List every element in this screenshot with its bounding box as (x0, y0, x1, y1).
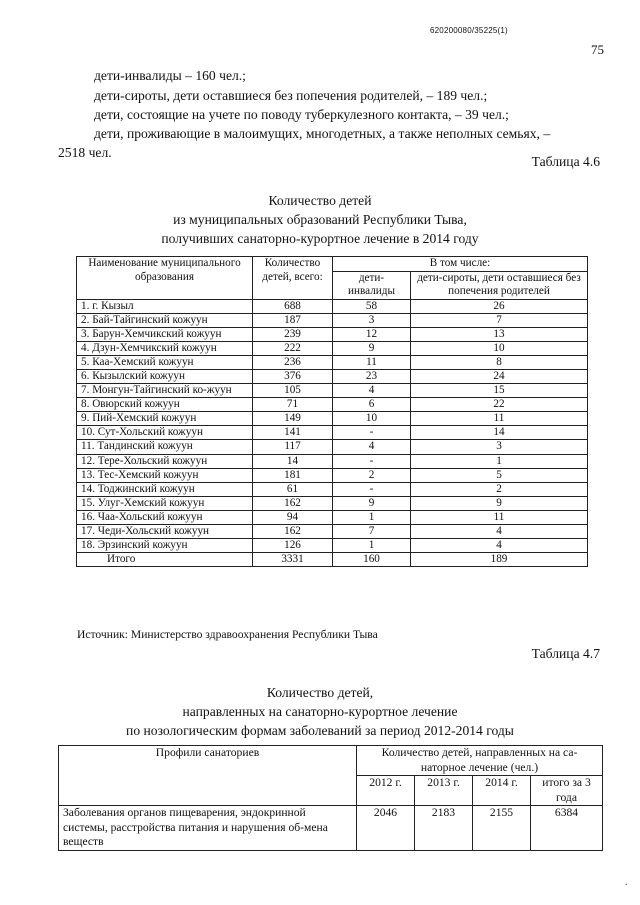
table-4-7 (58, 745, 603, 851)
cell-value: 1 (333, 510, 411, 524)
row-label: 5. Каа-Хемский кожуун (77, 355, 253, 369)
cell-value: - (333, 482, 411, 496)
title-line: Количество детей (268, 193, 372, 208)
header-including: В том числе: (333, 257, 588, 272)
intro-line-1: дети-инвалиды – 160 чел.; (94, 68, 246, 83)
row-label: 18. Эрзинский кожуун (77, 539, 253, 553)
cell-value: 117 (253, 440, 333, 454)
row-label: 10. Сут-Хольский кожуун (77, 426, 253, 440)
table-4-6-label: Таблица 4.6 (531, 154, 600, 169)
header-count: Количество детей, направленных на са-наторное лечение (чел.) (357, 746, 603, 776)
title-line: направленных на санаторно-курортное лечение (182, 704, 458, 719)
row-label: 15. Улуг-Хемский кожуун (77, 496, 253, 510)
cell-value: 181 (253, 468, 333, 482)
header-name: Наименование муниципального образования (77, 257, 253, 300)
table-row (77, 398, 588, 412)
header-2014: 2014 г. (473, 776, 531, 806)
row-label: 6. Кызылский кожуун (77, 369, 253, 383)
cell-value: 22 (411, 398, 588, 412)
document-id: 620200080/35225(1) (430, 26, 508, 35)
table-row (77, 496, 588, 510)
cell-value: 1 (333, 539, 411, 553)
table-row (77, 313, 588, 327)
cell-value: 4 (411, 539, 588, 553)
total-label: Итого (77, 553, 253, 567)
intro-line-3: дети, состоящие на учете по поводу туберкулезного контакта, – 39 чел.; (94, 107, 509, 122)
table-4-7-label: Таблица 4.7 (531, 646, 600, 661)
intro-line-4: дети, проживающие в малоимущих, многодетных, а также неполных семьях, – (94, 126, 551, 141)
table-row (77, 426, 588, 440)
table-4-7-title (0, 683, 640, 740)
cell-value: 149 (253, 412, 333, 426)
header-disabled: дети-инвалиды (333, 271, 411, 299)
row-label: 13. Тес-Хемский кожуун (77, 468, 253, 482)
cell-value: 105 (253, 384, 333, 398)
table-row (59, 806, 603, 851)
cell-value: 11 (411, 510, 588, 524)
intro-line-2: дети-сироты, дети оставшиеся без попечения родителей, – 189 чел.; (94, 88, 488, 103)
table-row (77, 299, 588, 313)
cell-value: 14 (411, 426, 588, 440)
cell-value: 6 (333, 398, 411, 412)
table-row (77, 482, 588, 496)
header-profile: Профили санаториев (59, 746, 357, 806)
total-value: 189 (411, 553, 588, 567)
cell-value: 4 (333, 440, 411, 454)
table-row (77, 510, 588, 524)
page-corner-mark: · (624, 880, 628, 891)
cell-value: 11 (333, 355, 411, 369)
table-row (77, 412, 588, 426)
cell-value: 2183 (415, 806, 473, 851)
cell-value: 2 (333, 468, 411, 482)
row-label: 17. Чеди-Хольский кожуун (77, 525, 253, 539)
cell-value: 58 (333, 299, 411, 313)
table-row (77, 384, 588, 398)
cell-value: 3 (411, 440, 588, 454)
total-row (77, 553, 588, 567)
cell-value: 13 (411, 327, 588, 341)
cell-value: 1 (411, 454, 588, 468)
header-2013: 2013 г. (415, 776, 473, 806)
cell-value: 23 (333, 369, 411, 383)
cell-value: 2046 (357, 806, 415, 851)
cell-value: 12 (333, 327, 411, 341)
page-number: 75 (591, 42, 604, 57)
header-2012: 2012 г. (357, 776, 415, 806)
title-line: из муниципальных образований Республики Тыва, (173, 212, 467, 227)
row-label: 4. Дзун-Хемчикский кожуун (77, 341, 253, 355)
cell-value: 9 (333, 496, 411, 510)
cell-value: 11 (411, 412, 588, 426)
cell-value: 2155 (473, 806, 531, 851)
table-row (77, 369, 588, 383)
table-row (77, 355, 588, 369)
cell-value: 141 (253, 426, 333, 440)
cell-value: 71 (253, 398, 333, 412)
cell-value: 126 (253, 539, 333, 553)
cell-value: 9 (333, 341, 411, 355)
row-label: 9. Пий-Хемский кожуун (77, 412, 253, 426)
cell-value: 222 (253, 341, 333, 355)
cell-value: 4 (333, 384, 411, 398)
cell-value: 5 (411, 468, 588, 482)
cell-value: 187 (253, 313, 333, 327)
row-label: 1. г. Кызыл (77, 299, 253, 313)
source-note: Источник: Министерство здравоохранения Республики Тыва (77, 628, 378, 641)
row-label: 16. Чаа-Хольский кожуун (77, 510, 253, 524)
cell-value: 14 (253, 454, 333, 468)
table-row (77, 468, 588, 482)
cell-value: 8 (411, 355, 588, 369)
cell-value: 688 (253, 299, 333, 313)
header-3yr-total: итого за 3 года (531, 776, 603, 806)
row-label: Заболевания органов пищеварения, эндокринной системы, расстройства питания и нарушения об-мена веществ (59, 806, 357, 851)
cell-value: 7 (411, 313, 588, 327)
row-label: 8. Овюрский кожуун (77, 398, 253, 412)
cell-value: 236 (253, 355, 333, 369)
row-label: 2. Бай-Тайгинский кожуун (77, 313, 253, 327)
cell-value: 4 (411, 525, 588, 539)
title-line: Количество детей, (266, 685, 374, 700)
table-row (77, 525, 588, 539)
row-label: 7. Монгун-Тайгинский ко-жуун (77, 384, 253, 398)
cell-value: 10 (411, 341, 588, 355)
cell-value: 61 (253, 482, 333, 496)
row-label: 14. Тоджинский кожуун (77, 482, 253, 496)
cell-value: 24 (411, 369, 588, 383)
cell-value: 26 (411, 299, 588, 313)
cell-value: 94 (253, 510, 333, 524)
cell-value: 239 (253, 327, 333, 341)
cell-value: 15 (411, 384, 588, 398)
table-row (77, 539, 588, 553)
table-row (77, 327, 588, 341)
table-row (77, 440, 588, 454)
cell-value: 3 (333, 313, 411, 327)
cell-value: 6384 (531, 806, 603, 851)
total-value: 3331 (253, 553, 333, 567)
cell-value: - (333, 454, 411, 468)
row-label: 3. Барун-Хемчикский кожуун (77, 327, 253, 341)
table-row (77, 454, 588, 468)
table-4-6-title (0, 191, 640, 248)
row-label: 12. Тере-Хольский кожуун (77, 454, 253, 468)
row-label: 11. Тандинский кожуун (77, 440, 253, 454)
cell-value: 162 (253, 496, 333, 510)
cell-value: 2 (411, 482, 588, 496)
table-4-6 (76, 256, 588, 567)
cell-value: 162 (253, 525, 333, 539)
cell-value: 7 (333, 525, 411, 539)
table-row (77, 341, 588, 355)
title-line: по нозологическим формам заболеваний за период 2012-2014 годы (126, 723, 514, 738)
total-value: 160 (333, 553, 411, 567)
cell-value: 10 (333, 412, 411, 426)
cell-value: 9 (411, 496, 588, 510)
intro-line-5: 2518 чел. (58, 145, 112, 160)
cell-value: - (333, 426, 411, 440)
title-line: получивших санаторно-курортное лечение в 2014 году (161, 231, 479, 246)
cell-value: 376 (253, 369, 333, 383)
header-orphans: дети-сироты, дети оставшиеся без попечения родителей (411, 271, 588, 299)
header-total: Количество детей, всего: (253, 257, 333, 300)
